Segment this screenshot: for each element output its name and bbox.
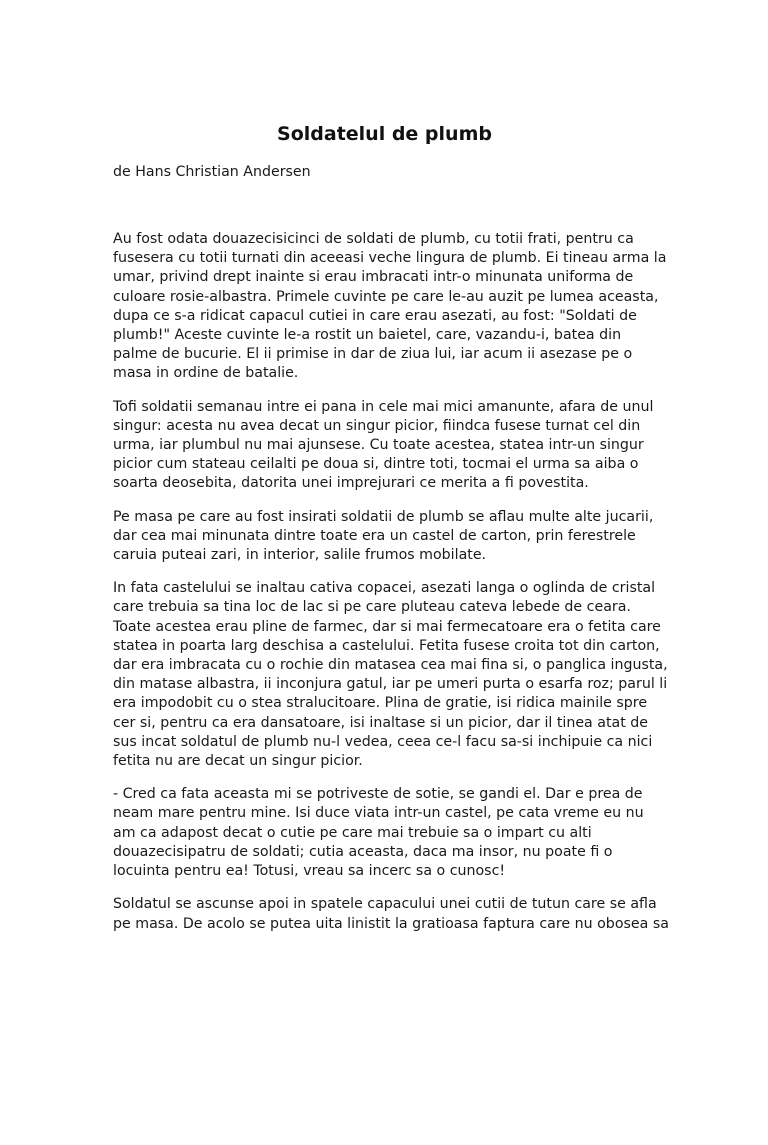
paragraph-line: picior cum stateau ceilalti pe doua si, dintre toti, tocmai el urma sa aiba o [113, 456, 639, 473]
paragraph-line: cer si, pentru ca era dansatoare, isi inaltase si un picior, dar il tinea atat de [113, 714, 649, 731]
paragraph-line: soarta deosebita, datorita unei imprejurari ce merita a fi povestita. [113, 475, 589, 492]
paragraph-line: In fata castelului se inaltau cativa copacei, asezati langa o oglinda de cristal [113, 580, 656, 597]
paragraph [113, 398, 656, 494]
paragraph [113, 579, 668, 771]
document-page [0, 121, 768, 1145]
paragraph [113, 785, 656, 881]
paragraph-line: - Cred ca fata aceasta mi se potriveste de sotie, se gandi el. Dar e prea de [113, 786, 643, 803]
paragraph [113, 508, 656, 566]
paragraph-line: dar cea mai minunata dintre toate era un castel de carton, prin ferestrele [113, 527, 636, 544]
paragraph-line: am ca adapost decat o cutie pe care mai trebuie sa o impart cu alti [113, 824, 592, 841]
paragraph-line: umar, privind drept inainte si erau imbracati intr-o minunata uniforma de [113, 269, 634, 286]
paragraph-line: dupa ce s-a ridicat capacul cutiei in care erau asezati, au fost: "Soldati de [113, 307, 637, 324]
paragraph-line: plumb!" Aceste cuvinte le-a rostit un baietel, care, vazandu-i, batea din [113, 327, 622, 344]
document-body [113, 230, 669, 934]
paragraph-line: sus incat soldatul de plumb nu-l vedea, ceea ce-l facu sa-si inchipuie ca nici [113, 733, 653, 750]
paragraph-line: locuinta pentru ea! Totusi, vreau sa incerc sa o cunosc! [113, 863, 506, 880]
paragraph [113, 895, 669, 933]
document-author: de Hans Christian Andersen [113, 164, 311, 180]
paragraph-line: care trebuia sa tina loc de lac si pe care pluteau cateva lebede de ceara. [113, 599, 631, 616]
paragraph-line: din matase albastra, ii inconjura gatul, iar pe umeri purta o esarfa roz; parul li [113, 676, 668, 693]
paragraph-line: fetita nu are decat un singur picior. [113, 753, 363, 770]
paragraph-line: Pe masa pe care au fost insirati soldatii de plumb se aflau multe alte jucarii, [113, 508, 654, 525]
paragraph [113, 230, 667, 384]
paragraph-line: era impodobit cu o stea stralucitoare. Plina de gratie, isi ridica mainile spre [113, 695, 648, 712]
paragraph-line: singur: acesta nu avea decat un singur picior, fiindca fusese turnat cel din [113, 417, 641, 434]
paragraph-line: Au fost odata douazecisicinci de soldati de plumb, cu totii frati, pentru ca [113, 231, 634, 247]
paragraph-line: dar era imbracata cu o rochie din matasea cea mai fina si, o panglica ingusta, [113, 657, 668, 674]
paragraph-line: pe masa. De acolo se putea uita linistit la gratioasa faptura care nu obosea sa [113, 915, 669, 932]
paragraph-line: masa in ordine de batalie. [113, 365, 299, 382]
paragraph-line: Tofi soldatii semanau intre ei pana in cele mai mici amanunte, afara de unul [113, 398, 654, 415]
paragraph-line: culoare rosie-albastra. Primele cuvinte pe care le-au auzit pe lumea aceasta, [113, 288, 659, 305]
paragraph-line: urma, iar plumbul nu mai ajunsese. Cu toate acestea, statea intr-un singur [113, 437, 644, 454]
paragraph-line: caruia puteai zari, in interior, salile frumos mobilate. [113, 547, 487, 564]
paragraph-line: neam mare pentru mine. Isi duce viata intr-un castel, pe cata vreme eu nu [113, 805, 644, 822]
paragraph-line: Toate acestea erau pline de farmec, dar si mai fermecatoare era o fetita care [113, 618, 661, 635]
paragraph-line: douazecisipatru de soldati; cutia aceasta, daca ma insor, nu poate fi o [113, 843, 613, 860]
paragraph-line: palme de bucurie. El ii primise in dar de ziua lui, iar acum ii asezase pe o [113, 346, 633, 363]
document-title: Soldatelul de plumb [277, 123, 492, 145]
paragraph-line: fusesera cu totii turnati din aceeasi veche lingura de plumb. Ei tineau arma la [113, 250, 667, 267]
paragraph-line: statea in poarta larg deschisa a castelului. Fetita fusese croita tot din carton, [113, 637, 660, 654]
paragraph-line: Soldatul se ascunse apoi in spatele capacului unei cutii de tutun care se afla [113, 896, 657, 913]
